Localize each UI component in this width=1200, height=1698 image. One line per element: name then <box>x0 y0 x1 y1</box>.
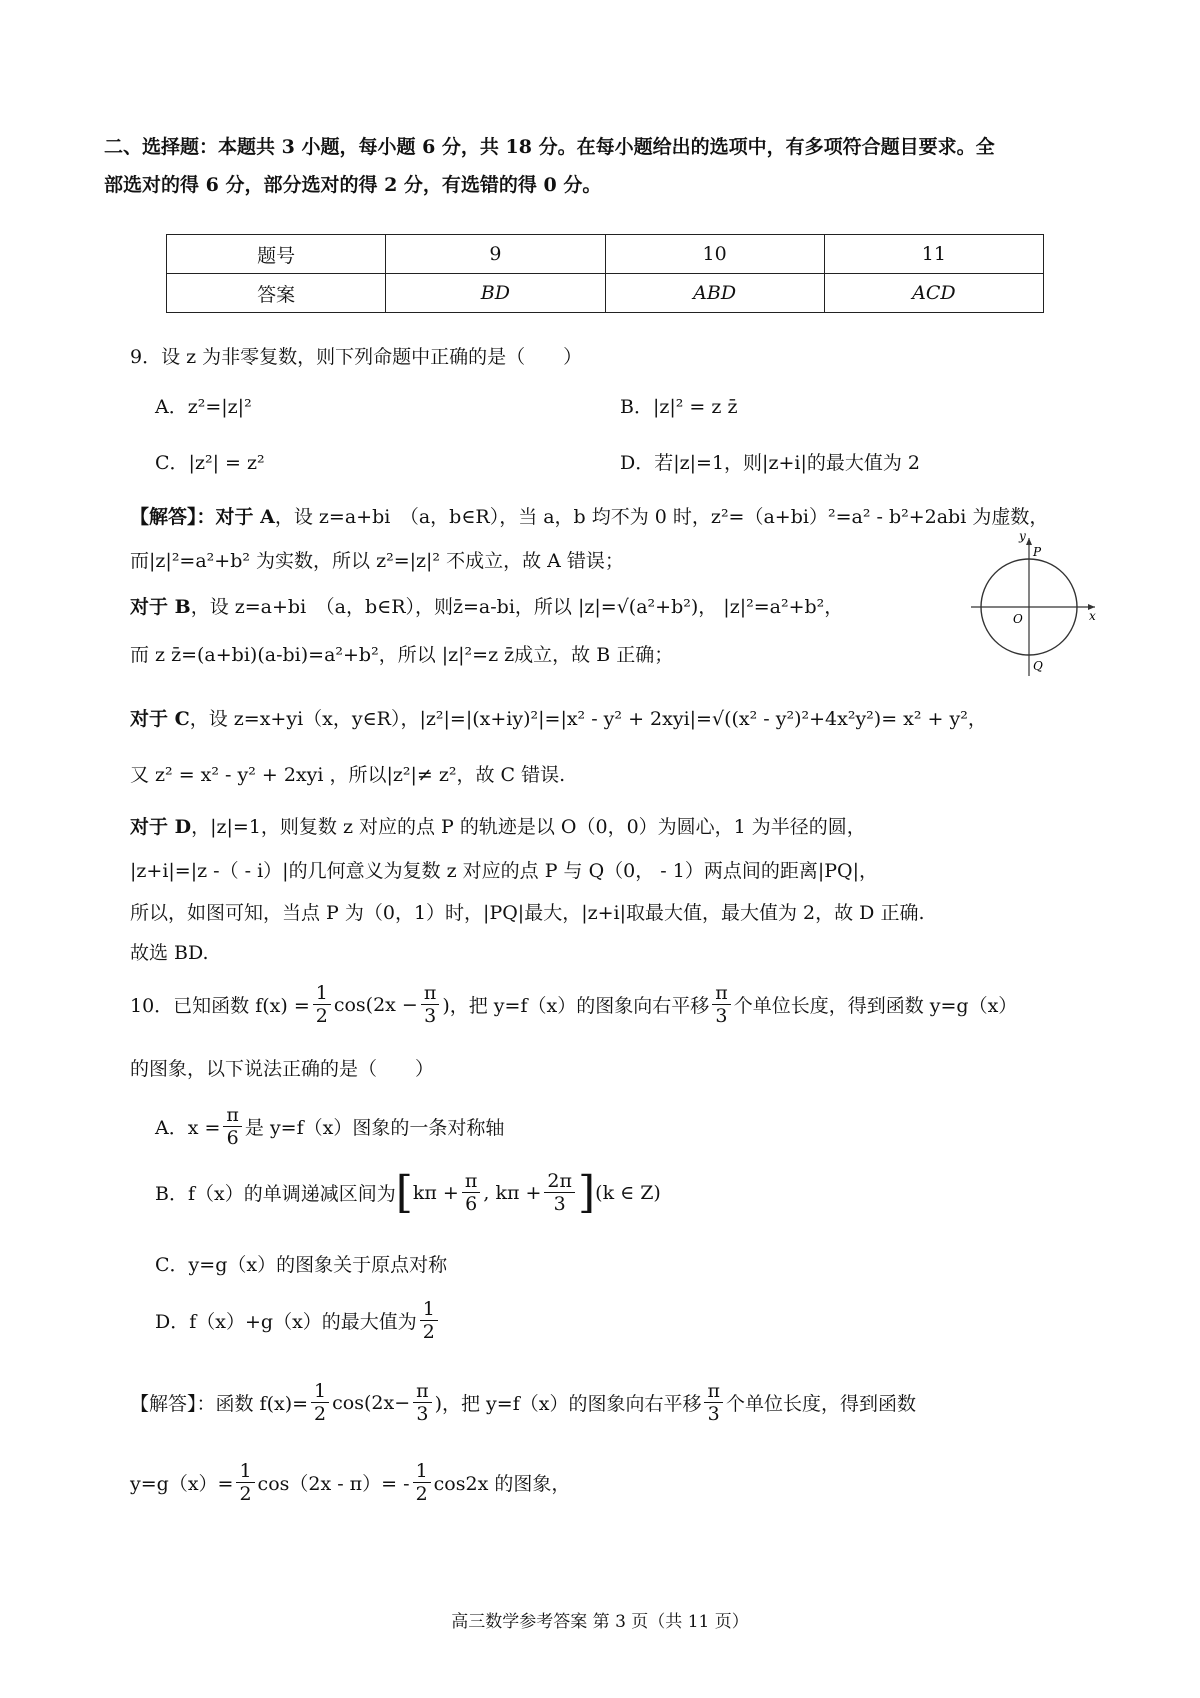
section-header-line2: 部选对的得 6 分，部分选对的得 2 分，有选错的得 0 分。 <box>104 174 602 196</box>
fraction-pi-third <box>421 982 440 1027</box>
numerator: π <box>462 1170 481 1193</box>
q9-option-a: A．z²=|z|² <box>155 396 252 418</box>
section-header-line1: 二、选择题：本题共 3 小题，每小题 6 分，共 18 分。在每小题给出的选项中，有多项符合题目要求。全 <box>104 136 995 158</box>
q10-stem-part-a: 10．已知函数 f(x) = <box>130 995 310 1017</box>
label-o: O <box>1013 612 1023 626</box>
q10-stem-line1 <box>130 982 1017 1027</box>
denominator: 2 <box>415 1483 428 1505</box>
numerator: π <box>712 982 731 1005</box>
solution-result: 个单位长度，得到函数 <box>725 1393 916 1415</box>
q10-solution-line1 <box>130 1380 916 1425</box>
label-q: Q <box>1033 659 1043 673</box>
denominator: 3 <box>416 1403 429 1425</box>
q10-option-a <box>155 1104 504 1149</box>
q10-option-c: C．y=g（x）的图象关于原点对称 <box>155 1254 448 1276</box>
table-cell: BD <box>386 274 605 313</box>
fraction-one-half <box>413 1460 431 1505</box>
denominator: 3 <box>707 1403 720 1425</box>
solution-shift: )，把 y=f（x）的图象向右平移 <box>434 1393 702 1415</box>
table-cell: 10 <box>605 235 824 274</box>
denominator: 2 <box>315 1005 328 1027</box>
solution-cos2x: cos2x 的图象， <box>433 1473 571 1495</box>
q9-solution-d-line2: |z+i|=|z -（ - i）|的几何意义为复数 z 对应的点 P 与 Q（0， - 1）两点间的距离|PQ|， <box>130 860 878 882</box>
left-bracket: [ <box>395 1166 413 1218</box>
table-row <box>167 235 1044 274</box>
q9-solution-b-line1 <box>130 592 843 619</box>
fraction-pi-sixth <box>223 1104 242 1149</box>
case-d-text: ，|z|=1，则复数 z 对应的点 P 的轨迹是以 O（0，0）为圆心，1 为半径的圆， <box>191 816 866 838</box>
fraction-two-pi-third <box>544 1170 575 1215</box>
solution-prefix: 【解答】：函数 f(x)= <box>130 1393 309 1415</box>
table-cell: 11 <box>824 235 1043 274</box>
fraction-pi-third <box>704 1380 723 1425</box>
solution-g: y=g（x）= <box>130 1473 234 1495</box>
fraction-one-half <box>313 982 331 1027</box>
table-cell: ACD <box>824 274 1043 313</box>
denominator: 3 <box>715 1005 728 1027</box>
numerator: 1 <box>420 1298 438 1321</box>
option-b-prefix: B．f（x）的单调递减区间为 <box>155 1183 396 1205</box>
fraction-pi-sixth <box>462 1170 481 1215</box>
numerator: 1 <box>313 982 331 1005</box>
q9-solution-a-line2: 而|z|²=a²+b² 为实数，所以 z²=|z|² 不成立，故 A 错误； <box>130 550 624 572</box>
case-c-head: 对于 C <box>130 708 190 730</box>
denominator: 3 <box>424 1005 437 1027</box>
page-footer: 高三数学参考答案 第 3 页（共 11 页） <box>451 1612 749 1632</box>
solution-cos-pi: cos（2x - π）= - <box>257 1473 410 1495</box>
case-a-head: 对于 A <box>215 506 275 528</box>
option-b-term1: kπ + <box>412 1181 459 1204</box>
fraction-one-half <box>236 1460 254 1505</box>
label-y: y <box>1019 529 1026 543</box>
q9-option-b: B．|z|² = z z̄ <box>620 396 738 418</box>
q9-conclusion: 故选 BD. <box>130 942 209 964</box>
q10-stem-part-b: cos(2x − <box>333 993 418 1016</box>
q9-option-c: C．|z²| = z² <box>155 452 265 474</box>
case-a-text: ，设 z=a+bi （a，b∈R），当 a，b 均不为 0 时，z²=（a+bi）²=a² - b²+2abi 为虚数， <box>274 506 1049 528</box>
denominator: 2 <box>314 1403 327 1425</box>
q9-solution-a-line1 <box>130 502 1048 529</box>
option-b-domain: (k ∈ Z) <box>595 1181 661 1204</box>
y-axis-arrow <box>1026 538 1032 545</box>
denominator: 6 <box>465 1193 478 1215</box>
q9-solution-c-line1 <box>130 704 987 731</box>
fraction-pi-third <box>413 1380 432 1425</box>
numerator: 1 <box>236 1460 254 1483</box>
table-row <box>167 274 1044 313</box>
fraction-one-half <box>311 1380 329 1425</box>
numerator: 1 <box>311 1380 329 1403</box>
fraction-pi-third <box>712 982 731 1027</box>
table-cell: ABD <box>605 274 824 313</box>
option-a-text: 是 y=f（x）图象的一条对称轴 <box>244 1117 505 1139</box>
q10-solution-line2 <box>130 1460 570 1505</box>
q10-stem-part-c: )，把 y=f（x）的图象向右平移 <box>442 995 710 1017</box>
denominator: 6 <box>226 1127 239 1149</box>
denominator: 3 <box>553 1193 566 1215</box>
numerator: π <box>223 1104 242 1127</box>
label-x: x <box>1089 609 1096 623</box>
case-d-head: 对于 D <box>130 816 192 838</box>
denominator: 2 <box>422 1321 435 1343</box>
table-cell: 答案 <box>167 274 386 313</box>
numerator: 2π <box>544 1170 575 1193</box>
option-a-prefix: A．x = <box>155 1117 221 1139</box>
q9-solution-c-line2: 又 z² = x² - y² + 2xyi ，所以|z²|≠ z²，故 C 错误. <box>130 764 566 786</box>
table-cell: 9 <box>386 235 605 274</box>
denominator: 2 <box>239 1483 252 1505</box>
numerator: π <box>421 982 440 1005</box>
case-c-text: ，设 z=x+yi（x，y∈R），|z²|=|(x+iy)²|=|x² - y² + 2xyi|=√((x² - y²)²+4x²y²)= x² + y²， <box>189 708 987 730</box>
solution-label: 【解答】： <box>130 506 216 528</box>
q9-stem: 9．设 z 为非零复数，则下列命题中正确的是（ ） <box>130 346 583 368</box>
numerator: π <box>413 1380 432 1403</box>
q9-solution-d-line1 <box>130 812 866 839</box>
q9-solution-b-line2: 而 z z̄=(a+bi)(a-bi)=a²+b²，所以 |z|²=z z̄成立，故 B 正确； <box>130 644 674 666</box>
table-cell: 题号 <box>167 235 386 274</box>
unit-circle-figure <box>965 528 1100 678</box>
solution-cos: cos(2x− <box>332 1391 411 1414</box>
case-b-head: 对于 B <box>130 596 191 618</box>
q10-stem-part-d: 个单位长度，得到函数 y=g（x） <box>733 995 1018 1017</box>
label-p: P <box>1033 545 1042 559</box>
case-b-text: ，设 z=a+bi （a，b∈R），则z̄=a-bi，所以 |z|=√(a²+b²)， |z|²=a²+b²， <box>190 596 844 618</box>
q9-option-d: D．若|z|=1，则|z+i|的最大值为 2 <box>620 452 920 474</box>
q10-option-b <box>155 1166 661 1218</box>
q10-option-d <box>155 1298 441 1343</box>
fraction-one-half <box>420 1298 438 1343</box>
q10-stem-line2: 的图象，以下说法正确的是（ ） <box>130 1058 435 1080</box>
numerator: 1 <box>413 1460 431 1483</box>
numerator: π <box>704 1380 723 1403</box>
option-b-term2: , kπ + <box>483 1181 542 1204</box>
option-d-text: D．f（x）+g（x）的最大值为 <box>155 1311 417 1333</box>
right-bracket: ] <box>577 1166 596 1218</box>
answer-table <box>166 234 1044 313</box>
q9-solution-d-line3: 所以，如图可知，当点 P 为（0，1）时，|PQ|最大，|z+i|取最大值，最大值为 2，故 D 正确. <box>130 902 925 924</box>
